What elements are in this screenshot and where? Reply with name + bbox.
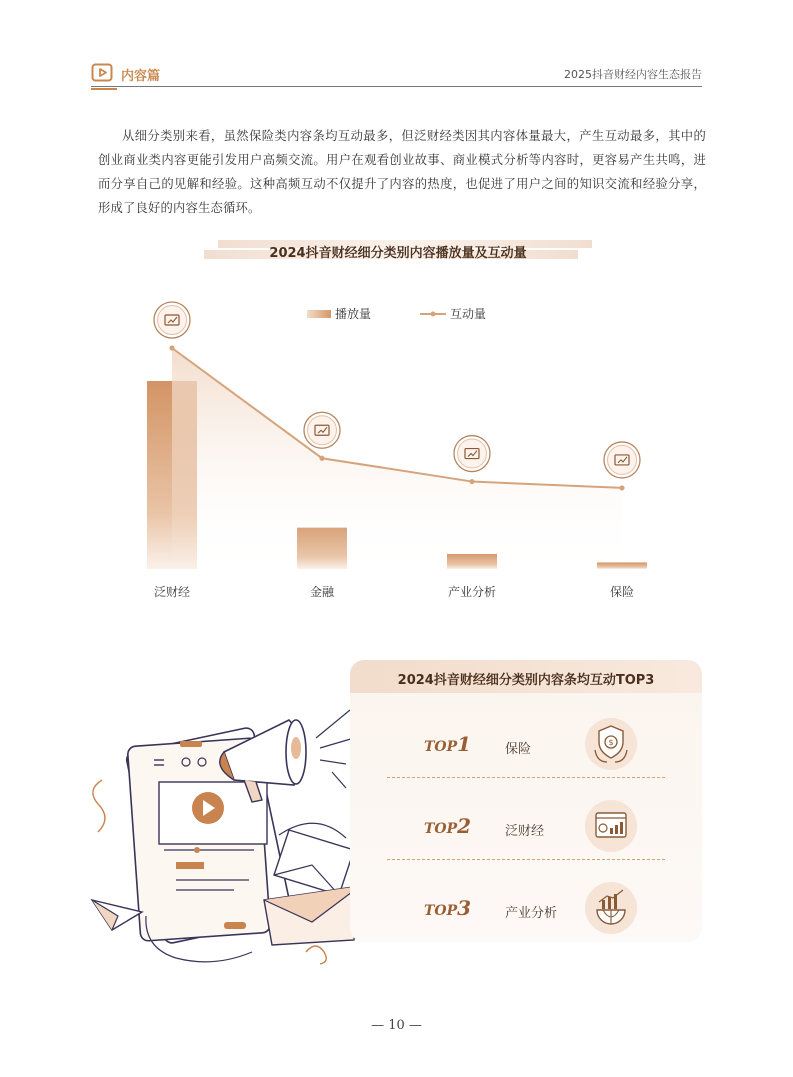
video-play-icon xyxy=(91,62,113,84)
chart-title: 2024抖音财经细分类别内容播放量及互动量 xyxy=(269,246,527,261)
section-label: 内容篇 xyxy=(121,69,161,84)
legend-line-label: 互动量 xyxy=(450,307,487,321)
divider xyxy=(387,777,665,778)
x-tick-label: 泛财经 xyxy=(153,585,191,599)
shield-money-icon xyxy=(583,716,639,772)
top3-panel xyxy=(350,660,702,942)
rank-badge: TOP1 xyxy=(424,732,472,756)
line-point-3 xyxy=(469,479,474,484)
globe-chart-icon xyxy=(583,880,639,936)
top3-item-1 xyxy=(350,708,702,768)
chart-screen-icon xyxy=(154,302,190,338)
rank-label: 保险 xyxy=(505,742,532,757)
legend-line-marker xyxy=(431,312,436,317)
legend-bar-swatch xyxy=(307,310,331,318)
legend-bar-label: 播放量 xyxy=(335,307,372,321)
svg-text:$: $ xyxy=(608,738,614,747)
x-tick-label: 产业分析 xyxy=(447,585,497,599)
shield-money-icon xyxy=(604,442,640,478)
chart-legend xyxy=(307,306,486,321)
header-accent-divider xyxy=(91,88,117,90)
top3-title: 2024抖音财经细分类别内容条均互动TOP3 xyxy=(397,673,655,688)
rank-label: 产业分析 xyxy=(505,906,558,921)
megaphone-phone-illustration xyxy=(84,690,364,980)
body-paragraph: 从细分类别来看，虽然保险类内容条均互动最多，但泛财经类因其内容体量最大，产生互动最多，其中的创业商业类内容更能引发用户高频交流。用户在观看创业故事、商业模式分析等内容时，更容易产生共鸣，进而分享自己的见解和经验。这种高频互动不仅提升了内容的热度，也促进了用户之间的知识交流和经验分享，形成了良好的内容生态循环。 xyxy=(98,129,706,215)
rank-label: 泛财经 xyxy=(505,824,545,839)
header-divider xyxy=(91,86,702,87)
chart-screen-icon xyxy=(583,798,639,854)
line-point-2 xyxy=(319,456,324,461)
rank-badge: TOP2 xyxy=(424,814,472,838)
globe-chart-icon xyxy=(454,436,490,472)
report-title: 2025抖音财经内容生态报告 xyxy=(564,68,702,81)
x-tick-label: 金融 xyxy=(309,585,335,599)
combo-chart xyxy=(0,290,793,610)
money-hand-icon xyxy=(304,412,340,448)
top3-item-3 xyxy=(350,872,702,932)
line-point-4 xyxy=(619,485,624,490)
divider xyxy=(387,859,665,860)
top3-item-2 xyxy=(350,790,702,850)
page-number: — 10 — xyxy=(371,1018,422,1033)
line-point-1 xyxy=(169,345,174,350)
rank-badge: TOP3 xyxy=(424,896,472,920)
interaction-area xyxy=(172,348,622,569)
x-tick-label: 保险 xyxy=(609,585,635,599)
